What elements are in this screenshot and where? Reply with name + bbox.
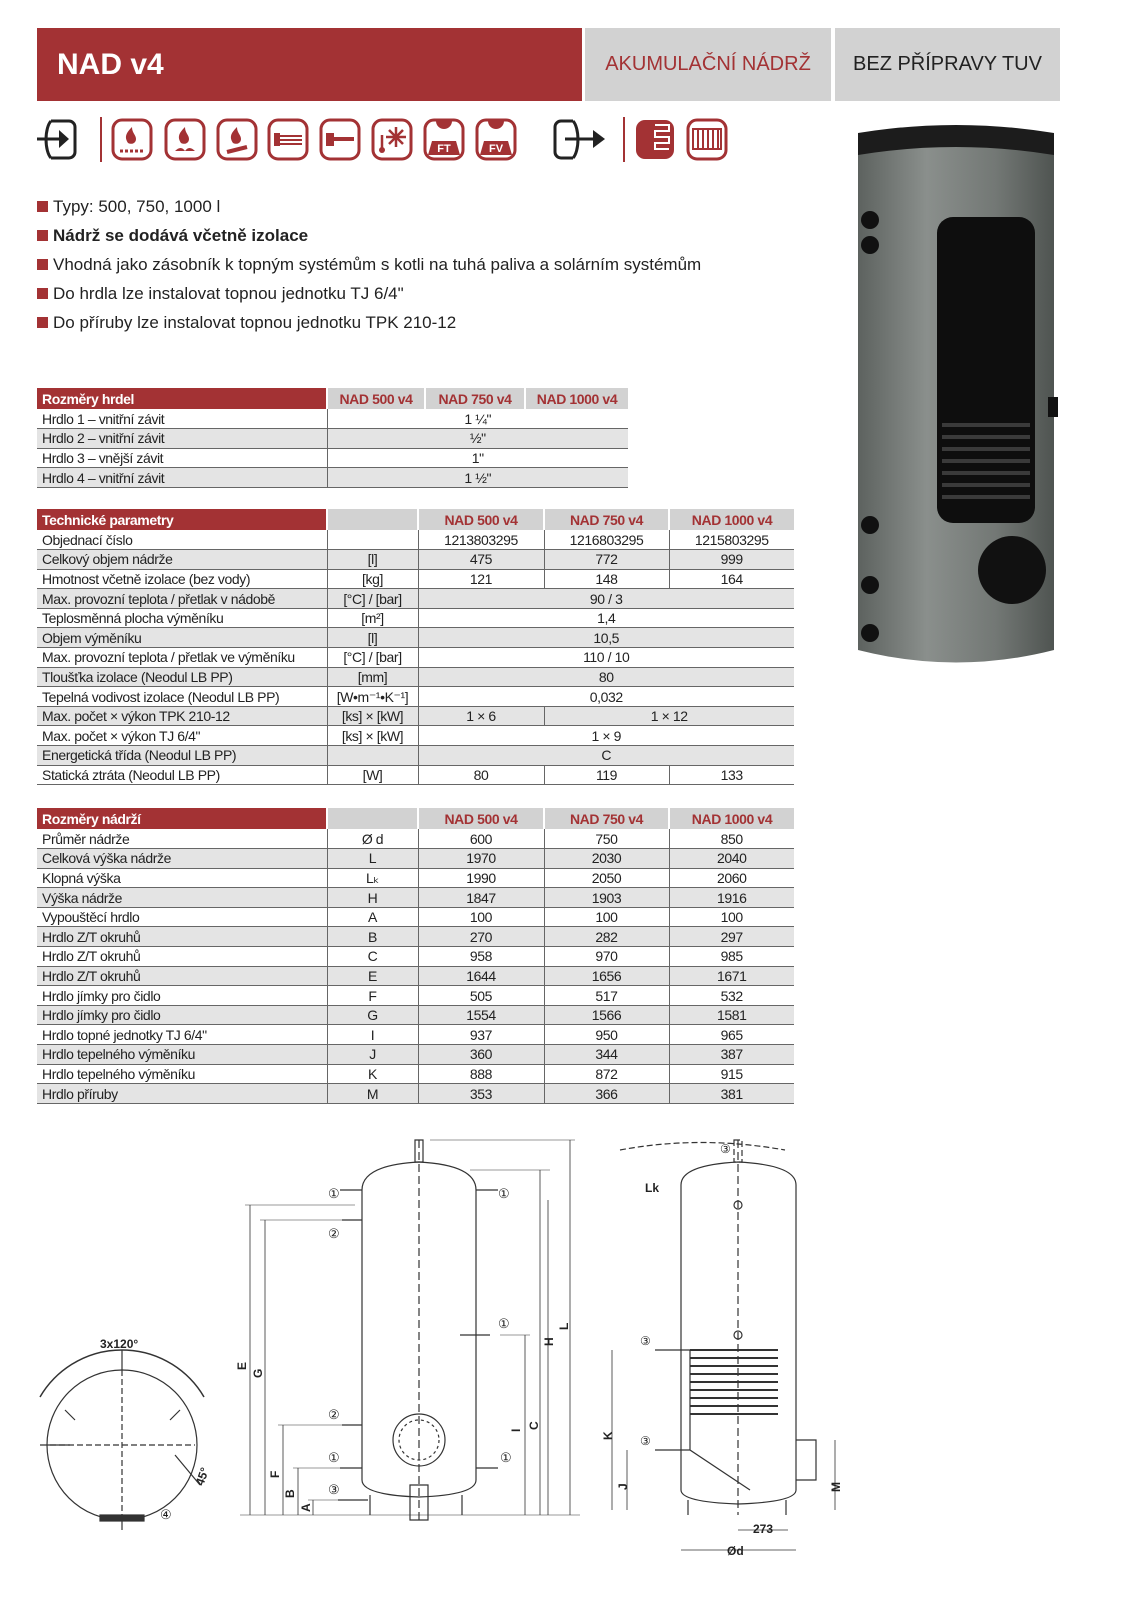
biomass-boiler-icon — [163, 117, 207, 162]
cell-value: 965 — [669, 1025, 794, 1045]
cell-value: 119 — [544, 765, 669, 785]
row-unit: [mm] — [327, 667, 418, 687]
electric-heater-tj-icon — [318, 117, 362, 162]
cell-value: 80 — [418, 765, 544, 785]
row-label: Hrdlo 3 – vnější závit — [37, 448, 327, 468]
cell-value: 2040 — [669, 849, 794, 869]
dim-I: I — [509, 1428, 523, 1432]
table-row — [37, 667, 794, 687]
solid-fuel-boiler-icon — [110, 117, 154, 162]
cell-value: 872 — [544, 1064, 669, 1084]
table-title: Technické parametry — [37, 509, 327, 530]
solar-thermal-ft-icon — [422, 117, 466, 162]
cell-value: 282 — [544, 927, 669, 947]
row-label: Průměr nádrže — [37, 829, 327, 849]
row-unit: [l] — [327, 628, 418, 648]
table-row — [37, 1005, 794, 1025]
dim-H: H — [542, 1337, 556, 1346]
table-row — [37, 530, 794, 550]
cell-value: 1581 — [669, 1005, 794, 1025]
table-row — [37, 468, 628, 488]
cell-value: 999 — [669, 550, 794, 570]
row-unit: Lₖ — [327, 868, 418, 888]
row-unit: C — [327, 947, 418, 967]
row-label: Statická ztráta (Neodul LB PP) — [37, 765, 327, 785]
unit-header — [327, 509, 418, 530]
table-row — [37, 608, 794, 628]
column-header: NAD 1000 v4 — [669, 509, 794, 530]
cell-value: 2050 — [544, 868, 669, 888]
cell-value: 985 — [669, 947, 794, 967]
table-row — [37, 648, 794, 668]
ft-label: FT — [437, 143, 451, 155]
marker-3: ③ — [720, 1142, 731, 1156]
row-unit: [l] — [327, 550, 418, 570]
cell-value: 970 — [544, 947, 669, 967]
radiator-icon — [685, 117, 729, 162]
table-row — [37, 409, 628, 429]
dim-L: L — [557, 1322, 571, 1330]
bullet-square-icon — [37, 259, 48, 270]
row-unit: F — [327, 986, 418, 1006]
marker-2: ② — [328, 1226, 340, 1241]
row-unit: [W•m⁻¹•K⁻¹] — [327, 687, 418, 707]
cell-value: 1 × 9 — [418, 726, 794, 746]
cell-value: 532 — [669, 986, 794, 1006]
marker-1: ① — [328, 1450, 340, 1465]
variant-label: BEZ PŘÍPRAVY TUV — [835, 28, 1060, 101]
row-label: Hmotnost včetně izolace (bez vody) — [37, 569, 327, 589]
marker-1: ① — [498, 1316, 510, 1331]
category-label: AKUMULAČNÍ NÁDRŽ — [585, 28, 831, 101]
technical-parameters-table — [37, 509, 794, 785]
cell-value: 1990 — [418, 868, 544, 888]
dim-F: F — [268, 1470, 282, 1478]
cell-value: 133 — [669, 765, 794, 785]
row-label: Max. provozní teplota / přetlak ve výměníku — [37, 648, 327, 668]
table-row — [37, 569, 794, 589]
cell-value: 90 / 3 — [418, 589, 794, 609]
cell-value: 915 — [669, 1064, 794, 1084]
row-label: Hrdlo Z/T okruhů — [37, 927, 327, 947]
cell-value: 164 — [669, 569, 794, 589]
photovoltaic-fv-icon — [474, 117, 518, 162]
cell-value: 270 — [418, 927, 544, 947]
cell-value: 10,5 — [418, 628, 794, 648]
feature-text: Typy: 500, 750, 1000 l — [53, 196, 221, 216]
column-header: NAD 750 v4 — [544, 808, 669, 829]
cell-value: 381 — [669, 1084, 794, 1104]
row-label: Teplosměnná plocha výměníku — [37, 608, 327, 628]
row-unit: J — [327, 1045, 418, 1065]
row-label: Hrdlo tepelného výměníku — [37, 1045, 327, 1065]
tank-dimensions-table — [37, 808, 794, 1104]
cell-value: 1" — [327, 448, 628, 468]
row-unit: [m²] — [327, 608, 418, 628]
dim-J: J — [616, 1483, 630, 1490]
cell-value: 1916 — [669, 888, 794, 908]
column-header: NAD 1000 v4 — [669, 808, 794, 829]
bullet-square-icon — [37, 317, 48, 328]
cell-value: 1644 — [418, 966, 544, 986]
table-row — [37, 829, 794, 849]
feature-item — [37, 221, 701, 250]
electric-heater-flange-icon — [266, 117, 310, 162]
divider — [623, 117, 625, 162]
cell-value: C — [418, 746, 794, 766]
cell-value: 1215803295 — [669, 530, 794, 550]
row-label: Objednací číslo — [37, 530, 327, 550]
cell-value: 1566 — [544, 1005, 669, 1025]
table-row — [37, 429, 628, 449]
row-unit: [kg] — [327, 569, 418, 589]
floor-heating-icon — [633, 117, 677, 162]
dim-273: 273 — [753, 1522, 774, 1536]
row-label: Hrdlo tepelného výměníku — [37, 1064, 327, 1084]
feature-item — [37, 192, 701, 221]
cell-value: 100 — [669, 907, 794, 927]
row-label: Energetická třída (Neodul LB PP) — [37, 746, 327, 766]
column-header: NAD 1000 v4 — [525, 388, 628, 409]
table-header — [37, 388, 628, 409]
row-unit: [ks] × [kW] — [327, 706, 418, 726]
row-unit: [°C] / [bar] — [327, 648, 418, 668]
marker-3: ③ — [640, 1434, 651, 1448]
unit-header — [327, 808, 418, 829]
cell-value: 387 — [669, 1045, 794, 1065]
row-label: Výška nádrže — [37, 888, 327, 908]
table-row — [37, 1025, 794, 1045]
feature-text: Nádrž se dodává včetně izolace — [53, 225, 309, 245]
dim-E: E — [235, 1361, 249, 1370]
cell-value: 1 × 6 — [418, 706, 544, 726]
row-label: Celková výška nádrže — [37, 849, 327, 869]
column-header: NAD 500 v4 — [418, 509, 544, 530]
marker-1: ① — [498, 1186, 510, 1201]
row-unit: [W] — [327, 765, 418, 785]
table-row — [37, 550, 794, 570]
cell-value: 937 — [418, 1025, 544, 1045]
row-unit: H — [327, 888, 418, 908]
table-row — [37, 868, 794, 888]
row-label: Hrdlo 2 – vnitřní závit — [37, 429, 327, 449]
cell-value: 850 — [669, 829, 794, 849]
cell-value: 1 ½" — [327, 468, 628, 488]
row-unit: E — [327, 966, 418, 986]
cell-value: 100 — [418, 907, 544, 927]
nozzle-dimensions-table — [37, 388, 628, 488]
cell-value: 505 — [418, 986, 544, 1006]
row-unit: B — [327, 927, 418, 947]
row-unit: Ø d — [327, 829, 418, 849]
cell-value: 1656 — [544, 966, 669, 986]
cell-value: ½" — [327, 429, 628, 449]
tilt-label: 45° — [192, 1465, 213, 1488]
cell-value: 110 / 10 — [418, 648, 794, 668]
table-row — [37, 907, 794, 927]
dim-K: K — [601, 1431, 615, 1440]
cell-value: 100 — [544, 907, 669, 927]
cell-value: 121 — [418, 569, 544, 589]
table-row — [37, 687, 794, 707]
technical-drawings — [0, 1130, 1134, 1622]
cell-value: 366 — [544, 1084, 669, 1104]
top-view-drawing — [40, 1337, 212, 1530]
column-header: NAD 750 v4 — [425, 388, 525, 409]
row-unit: A — [327, 907, 418, 927]
cell-value: 1970 — [418, 849, 544, 869]
table-row — [37, 726, 794, 746]
dim-C: C — [527, 1421, 541, 1430]
row-label: Hrdlo 4 – vnitřní závit — [37, 468, 327, 488]
row-label: Max. počet × výkon TPK 210-12 — [37, 706, 327, 726]
column-header: NAD 750 v4 — [544, 509, 669, 530]
cell-value: 517 — [544, 986, 669, 1006]
row-unit: [°C] / [bar] — [327, 589, 418, 609]
row-unit: M — [327, 1084, 418, 1104]
input-arrow-icon — [37, 117, 81, 162]
row-label: Max. počet × výkon TJ 6/4" — [37, 726, 327, 746]
side-view-drawing — [235, 1140, 580, 1520]
cell-value: 360 — [418, 1045, 544, 1065]
feature-item — [37, 308, 701, 337]
table-row — [37, 986, 794, 1006]
row-label: Max. provozní teplota / přetlak v nádobě — [37, 589, 327, 609]
row-unit — [327, 530, 418, 550]
cell-value: 1216803295 — [544, 530, 669, 550]
table-row — [37, 966, 794, 986]
cell-value: 1213803295 — [418, 530, 544, 550]
table-header — [37, 509, 794, 530]
table-row — [37, 746, 794, 766]
cell-value: 80 — [418, 667, 794, 687]
product-title: NAD v4 — [37, 28, 582, 101]
cell-value: 1 × 12 — [544, 706, 794, 726]
cell-value: 344 — [544, 1045, 669, 1065]
cell-value: 1554 — [418, 1005, 544, 1025]
feature-text: Vhodná jako zásobník k topným systémům s kotli na tuhá paliva a solárním systémům — [53, 254, 702, 274]
column-header: NAD 500 v4 — [418, 808, 544, 829]
row-unit: K — [327, 1064, 418, 1084]
feature-text: Do příruby lze instalovat topnou jednotku TPK 210-12 — [53, 312, 457, 332]
feature-text: Do hrdla lze instalovat topnou jednotku TJ 6/4" — [53, 283, 404, 303]
cell-value: 0,032 — [418, 687, 794, 707]
table-row — [37, 589, 794, 609]
nozzle-marker: ④ — [160, 1507, 172, 1522]
bullet-square-icon — [37, 288, 48, 299]
cell-value: 1,4 — [418, 608, 794, 628]
marker-3: ③ — [640, 1334, 651, 1348]
column-header: NAD 500 v4 — [327, 388, 425, 409]
marker-1: ① — [328, 1186, 340, 1201]
row-label: Hrdlo příruby — [37, 1084, 327, 1104]
section-view-drawing — [601, 1140, 843, 1558]
cell-value: 1903 — [544, 888, 669, 908]
angle-label: 3x120° — [100, 1337, 139, 1351]
row-label: Tepelná vodivost izolace (Neodul LB PP) — [37, 687, 327, 707]
bullet-square-icon — [37, 230, 48, 241]
row-label: Hrdlo jímky pro čidlo — [37, 1005, 327, 1025]
cell-value: 1847 — [418, 888, 544, 908]
table-row — [37, 927, 794, 947]
row-label: Celkový objem nádrže — [37, 550, 327, 570]
cell-value: 2030 — [544, 849, 669, 869]
cell-value: 600 — [418, 829, 544, 849]
row-label: Hrdlo jímky pro čidlo — [37, 986, 327, 1006]
dim-diameter: Ød — [727, 1544, 744, 1558]
output-arrow-icon — [551, 117, 607, 162]
cell-value: 950 — [544, 1025, 669, 1045]
feature-list — [37, 192, 701, 337]
table-title: Rozměry hrdel — [37, 388, 327, 409]
table-row — [37, 1045, 794, 1065]
cell-value: 297 — [669, 927, 794, 947]
divider — [100, 117, 102, 162]
row-label: Objem výměníku — [37, 628, 327, 648]
table-row — [37, 947, 794, 967]
heat-pump-icon — [370, 117, 414, 162]
cell-value: 475 — [418, 550, 544, 570]
row-label: Vypouštěcí hrdlo — [37, 907, 327, 927]
table-row — [37, 1084, 794, 1104]
dim-B: B — [283, 1489, 297, 1498]
row-unit — [327, 746, 418, 766]
cell-value: 1671 — [669, 966, 794, 986]
dim-M: M — [829, 1482, 843, 1492]
feature-item — [37, 250, 701, 279]
row-label: Hrdlo topné jednotky TJ 6/4" — [37, 1025, 327, 1045]
row-label: Tloušťka izolace (Neodul LB PP) — [37, 667, 327, 687]
dim-Lk: Lk — [645, 1181, 660, 1195]
feature-item — [37, 279, 701, 308]
fv-label: FV — [488, 143, 504, 155]
row-unit: [ks] × [kW] — [327, 726, 418, 746]
cell-value: 888 — [418, 1064, 544, 1084]
table-row — [37, 765, 794, 785]
table-header — [37, 808, 794, 829]
table-row — [37, 888, 794, 908]
dim-A: A — [299, 1503, 313, 1512]
dim-G: G — [251, 1368, 265, 1378]
cell-value: 1 ¼" — [327, 409, 628, 429]
cell-value: 958 — [418, 947, 544, 967]
cell-value: 772 — [544, 550, 669, 570]
bullet-square-icon — [37, 201, 48, 212]
row-label: Klopná výška — [37, 868, 327, 888]
marker-1: ① — [500, 1450, 512, 1465]
marker-3: ③ — [328, 1482, 340, 1497]
cell-value: 750 — [544, 829, 669, 849]
wood-boiler-icon — [215, 117, 259, 162]
tank-product-image — [850, 125, 1062, 675]
cell-value: 353 — [418, 1084, 544, 1104]
table-row — [37, 628, 794, 648]
table-title: Rozměry nádrží — [37, 808, 327, 829]
row-label: Hrdlo 1 – vnitřní závit — [37, 409, 327, 429]
row-unit: L — [327, 849, 418, 869]
table-row — [37, 448, 628, 468]
row-unit: G — [327, 1005, 418, 1025]
row-label: Hrdlo Z/T okruhů — [37, 947, 327, 967]
cell-value: 2060 — [669, 868, 794, 888]
cell-value: 148 — [544, 569, 669, 589]
row-label: Hrdlo Z/T okruhů — [37, 966, 327, 986]
row-unit: I — [327, 1025, 418, 1045]
table-row — [37, 706, 794, 726]
table-row — [37, 1064, 794, 1084]
table-row — [37, 849, 794, 869]
marker-2: ② — [328, 1407, 340, 1422]
